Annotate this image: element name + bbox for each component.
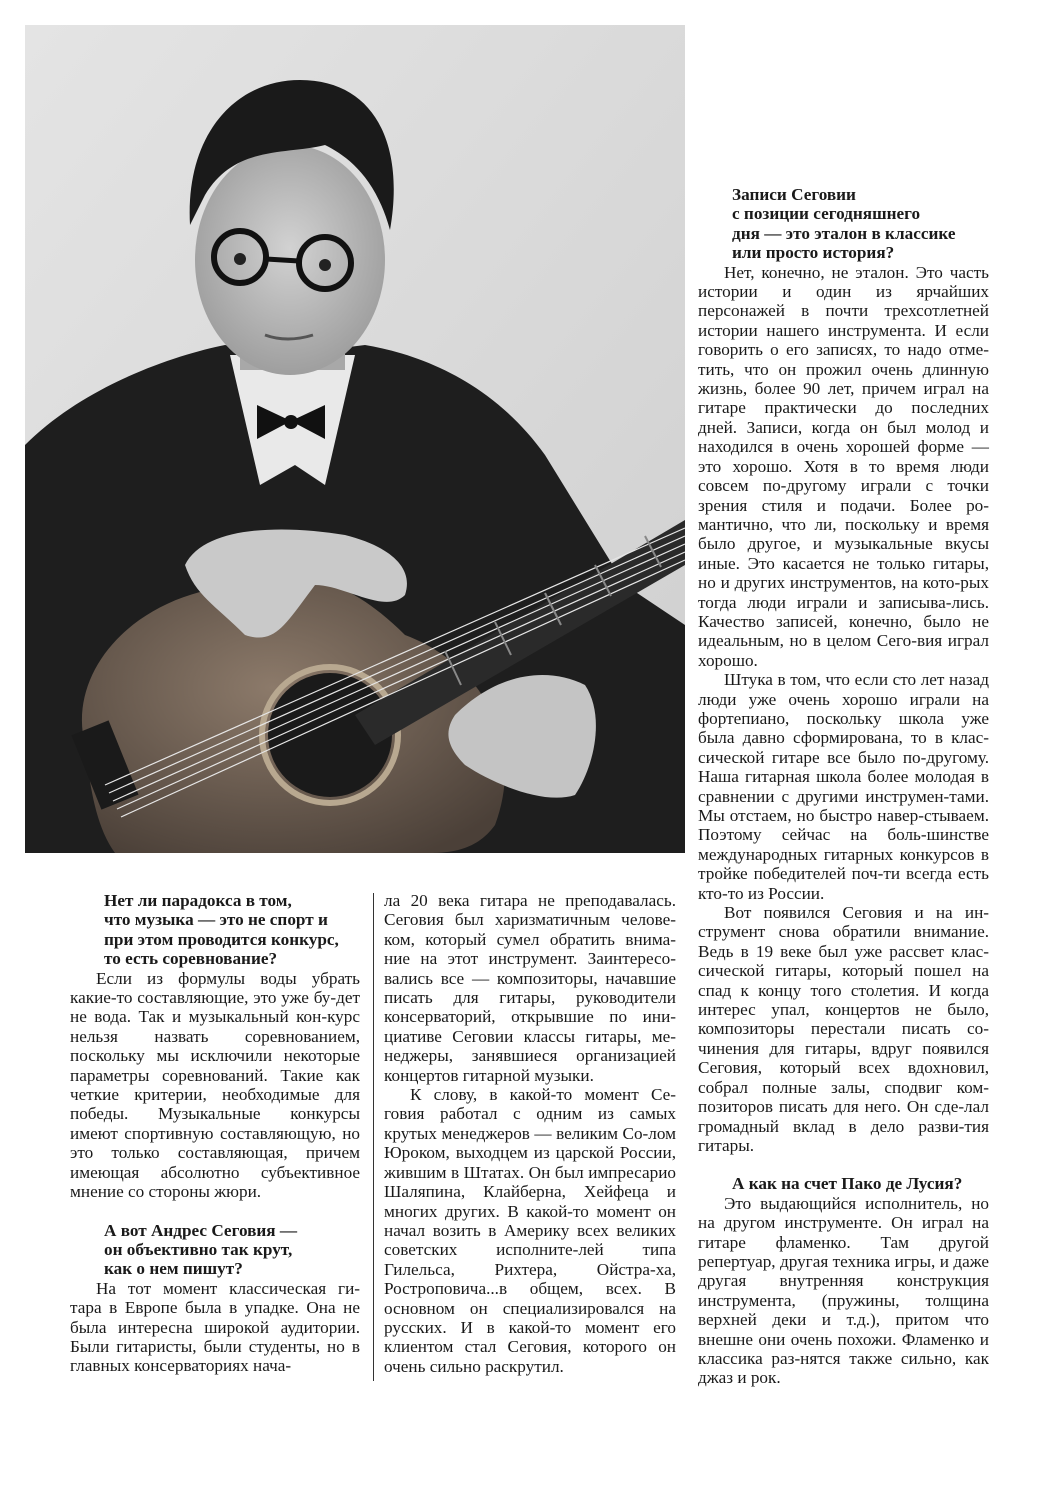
question-line: как о нем пишут? (104, 1259, 243, 1279)
question-line: или просто история? (732, 243, 895, 263)
question-line: Нет ли парадокса в том, (104, 891, 292, 910)
question-line: при этом проводится конкурс, (104, 929, 339, 949)
answer-paragraph: Если из формулы воды убрать какие-то составляющие, это уже бу-дет не вода. Так и музыкальный кон-курс нельзя назвать соревнованием, поскольку мы исключили некоторые параметры соревнований. Такие как четкие критерии, необходимые для победы. Музыкальные конкурсы имеют спортивную составляющую, но это только составляющая, причем имеющая абсолютно субъективное мнение со стороны жюри. (70, 968, 360, 1202)
question-line: то есть соревнование? (104, 949, 278, 969)
answer-paragraph: На тот момент классическая ги-тара в Европе была в упадке. Она не была интересна широкой аудитории. Были гитаристы, были студенты, но в главных консерваториях нача- (70, 1278, 360, 1376)
question-line: что музыка — это не спорт и (104, 910, 328, 930)
question-line: А вот Андрес Сеговия — (104, 1220, 298, 1240)
answer-paragraph: ла 20 века гитара не преподавалась. Сеговия был харизматичным челове-ком, который сумел обратить внима-ние на этот инструмент. Заинтересо-вались все — композиторы, начавшие писать для гитары, руководители консерваторий, открывшие по ини-циативе Сеговии классы гитары, ме-неджеры, занявшиеся организацией концертов гитарной музыки. (384, 891, 676, 1085)
answer-paragraph: Штука в том, что если сто лет назад люди уже очень хорошо играли на фортепиано, поскольку школа уже была давно сформирована, то в клас-сической гитаре все было по-другому. Наша гитарная школа более молодая в сравнении с другими инструмен-тами. Мы отстаем, но быстро навер-стываем. Поэтому сейчас на боль-шинстве международных гитарных конкурсов в тройке победителей поч-ти всегда есть кто-то из России. (698, 670, 989, 903)
question-line: А как на счет Пако де Лусия? (732, 1174, 963, 1194)
column-2 (384, 891, 676, 1376)
answer-paragraph: К слову, в какой-то момент Се-говия работал с одним из самых крутых менеджеров — великим Со-лом Юроком, выходцем из царской России, жившим в Штатах. Он был импресарио Шаляпина, Клайберна, Хейфеца и многих других. В какой-то момент он начал возить в Америку всех великих советских исполните-лей типа Гилельса, Рихтера, Ойстра-ха, Ростроповича...в общем, всех. В основном он специализировался на русских. И в какой-то момент его клиентом стал Сеговия, которого он очень сильно раскрутил. (384, 1085, 676, 1376)
question-line: Записи Сеговии (732, 185, 856, 204)
answer-paragraph: Нет, конечно, не эталон. Это часть истории и один из ярчайших персонажей в почти трехсотлетней истории нашего инструмента. И если говорить о его записях, то надо отме-тить, что он прожил очень длинную жизнь, более 90 лет, причем играл на гитаре практически до последних дней. Записи, когда он был молод и находился в очень хорошей форме — это хорошо. Хотя в то время люди совсем по-другому играли с точки зрения стиля и подачи. Более ро-мантично, что ли, поскольку и время было другое, и музыкальные вкусы иные. Это касается не только гитары, но и других инструментов, на кото-рых тогда люди играли и записыва-лись. Качество записей, конечно, было не идеальным, но в целом Сего-вия играл хорошо. (698, 262, 989, 670)
column-3 (698, 185, 989, 1388)
column-divider (373, 893, 374, 1381)
interview-question-3 (698, 185, 989, 263)
question-line: с позиции сегодняшнего (732, 204, 921, 224)
question-line: он объективно так крут, (104, 1239, 293, 1259)
column-1 (70, 891, 360, 1376)
answer-paragraph: Это выдающийся исполнитель, но на другом инструменте. Он играл на гитаре фламенко. Там другой репертуар, другая техника игры, и даже другая внутренняя конструкция инструмента, (пружины, толщина верхней деки и т.д.), притом что внешне они очень похожи. Фламенко и классика раз-нятся также сильно, как джаз и рок. (698, 1193, 989, 1388)
portrait-photo (25, 25, 685, 853)
interview-question-4 (698, 1174, 989, 1193)
interview-question-1 (70, 891, 360, 969)
guitarist-portrait-icon (25, 25, 685, 853)
interview-question-2 (70, 1221, 360, 1279)
answer-paragraph: Вот появился Сеговия и на ин-струмент снова обратили внимание. Ведь в 19 веке был уже рассвет клас-сической гитары, который пошел на спад к концу того столетия. И когда интерес упал, концертов не было, композиторы перестали писать со-чинения для гитары, вдруг появился Сеговия, который всех вдохновил, собрал полные залы, сподвиг ком-позиторов писать для него. Он сде-лал громадный вклад в дело разви-тия гитары. (698, 903, 989, 1155)
question-line: дня — это эталон в классике (732, 223, 956, 243)
